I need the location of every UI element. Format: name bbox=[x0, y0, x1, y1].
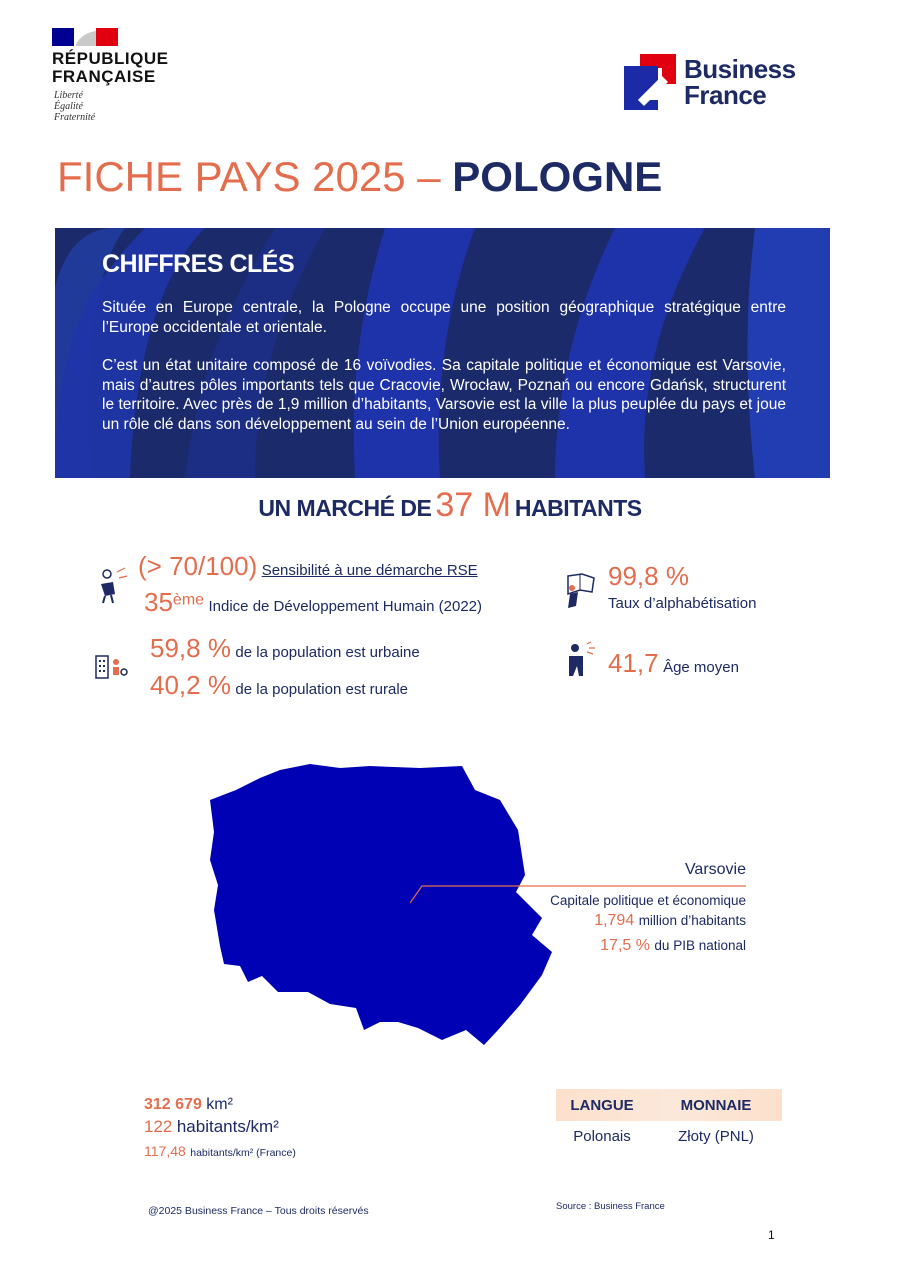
surface-stat bbox=[144, 1096, 233, 1114]
title-prefix: FICHE PAYS 2025 – bbox=[57, 153, 453, 200]
republique-francaise-logo bbox=[52, 50, 168, 86]
key-figures-paragraph-2: C’est un état unitaire composé de 16 voïvodies. Sa capitale politique et économique est Varsovie, mais d’autres pôles importants tels que Cracovie, Wrocław, Poznań ou encore Gdańsk, structurent le territoire. Avec près de 1,9 million d’habitants, Varsovie est la ville la plus peuplée du pays et joue un rôle clé dans son développement au sein de l’Union européenne. bbox=[102, 357, 786, 433]
motto-egalite: Égalité bbox=[54, 101, 83, 112]
business-france-logo-text bbox=[684, 56, 796, 108]
republique-line2: FRANÇAISE bbox=[52, 67, 156, 86]
market-heading bbox=[0, 486, 900, 525]
capital-pop-label: million d’habitants bbox=[638, 913, 746, 928]
surface-unit: km² bbox=[206, 1096, 233, 1113]
market-prefix: UN MARCHÉ DE bbox=[258, 495, 432, 521]
city-buildings-icon bbox=[94, 648, 128, 686]
person-reading-icon bbox=[562, 572, 596, 610]
idh-value: 35 bbox=[144, 587, 173, 617]
idh-stat bbox=[144, 587, 482, 618]
poland-map bbox=[180, 760, 560, 1060]
key-figures-panel bbox=[55, 228, 830, 478]
market-value: 37 M bbox=[435, 486, 511, 524]
idh-label: Indice de Développement Humain (2022) bbox=[208, 598, 482, 615]
literacy-number: 99,8 % bbox=[608, 561, 689, 591]
title-country: POLOGNE bbox=[452, 153, 663, 200]
person-presenting-icon bbox=[95, 566, 129, 604]
capital-role: Capitale politique et économique bbox=[550, 893, 746, 908]
page-number: 1 bbox=[768, 1228, 775, 1242]
copyright: @2025 Business France – Tous droits réservés bbox=[148, 1205, 369, 1217]
currency-value: Złoty (PNL) bbox=[678, 1128, 754, 1145]
logo-line1: Business bbox=[684, 54, 796, 84]
density-label: habitants/km² bbox=[176, 1117, 279, 1136]
capital-name: Varsovie bbox=[684, 861, 746, 878]
rural-label: de la population est rurale bbox=[235, 681, 409, 698]
age-value: 41,7 bbox=[608, 648, 659, 678]
motto-fraternite: Fraternité bbox=[54, 112, 96, 123]
source: Source : Business France bbox=[556, 1201, 665, 1212]
language-value: Polonais bbox=[573, 1128, 631, 1145]
rse-label: Sensibilité à une démarche RSE bbox=[261, 562, 478, 579]
key-figures-text bbox=[102, 298, 786, 453]
france-density-value: 117,48 bbox=[144, 1143, 186, 1159]
republique-line1: RÉPUBLIQUE bbox=[52, 49, 169, 68]
age-stat bbox=[608, 648, 739, 679]
language-header: LANGUE bbox=[570, 1097, 634, 1114]
idh-sup: ème bbox=[172, 591, 205, 609]
age-label: Âge moyen bbox=[663, 659, 739, 676]
density-stat bbox=[144, 1117, 279, 1137]
currency-header: MONNAIE bbox=[680, 1097, 752, 1114]
capital-pop-value: 1,794 bbox=[594, 912, 635, 929]
logo-line2: France bbox=[684, 80, 767, 110]
literacy-label: Taux d’alphabétisation bbox=[608, 595, 757, 612]
page-title bbox=[57, 152, 662, 202]
rse-value: (> 70/100) bbox=[138, 551, 258, 581]
density-value: 122 bbox=[144, 1117, 173, 1136]
rural-stat bbox=[150, 670, 408, 701]
capital-gdp-label: du PIB national bbox=[654, 938, 746, 953]
market-suffix: HABITANTS bbox=[514, 495, 642, 521]
republique-motto bbox=[54, 90, 95, 123]
urban-value: 59,8 % bbox=[150, 633, 231, 663]
marianne-flag-icon bbox=[52, 28, 118, 46]
france-density-label: habitants/km² (France) bbox=[190, 1147, 296, 1159]
person-thinking-icon bbox=[563, 640, 597, 678]
literacy-value bbox=[608, 561, 689, 592]
france-density-stat bbox=[144, 1143, 296, 1161]
key-figures-paragraph-1: Située en Europe centrale, la Pologne occupe une position géographique stratégique entre l’Europe occidentale et orientale. bbox=[102, 299, 786, 336]
business-france-logo-icon bbox=[624, 54, 676, 110]
key-figures-heading: CHIFFRES CLÉS bbox=[102, 250, 295, 278]
capital-gdp bbox=[600, 937, 746, 955]
rural-value: 40,2 % bbox=[150, 670, 231, 700]
capital-gdp-value: 17,5 % bbox=[600, 937, 650, 954]
urban-stat bbox=[150, 633, 420, 664]
urban-label: de la population est urbaine bbox=[235, 644, 420, 661]
rse-stat bbox=[138, 551, 478, 582]
motto-liberte: Liberté bbox=[54, 90, 83, 101]
surface-value: 312 679 bbox=[144, 1096, 202, 1113]
capital-population bbox=[594, 912, 746, 930]
